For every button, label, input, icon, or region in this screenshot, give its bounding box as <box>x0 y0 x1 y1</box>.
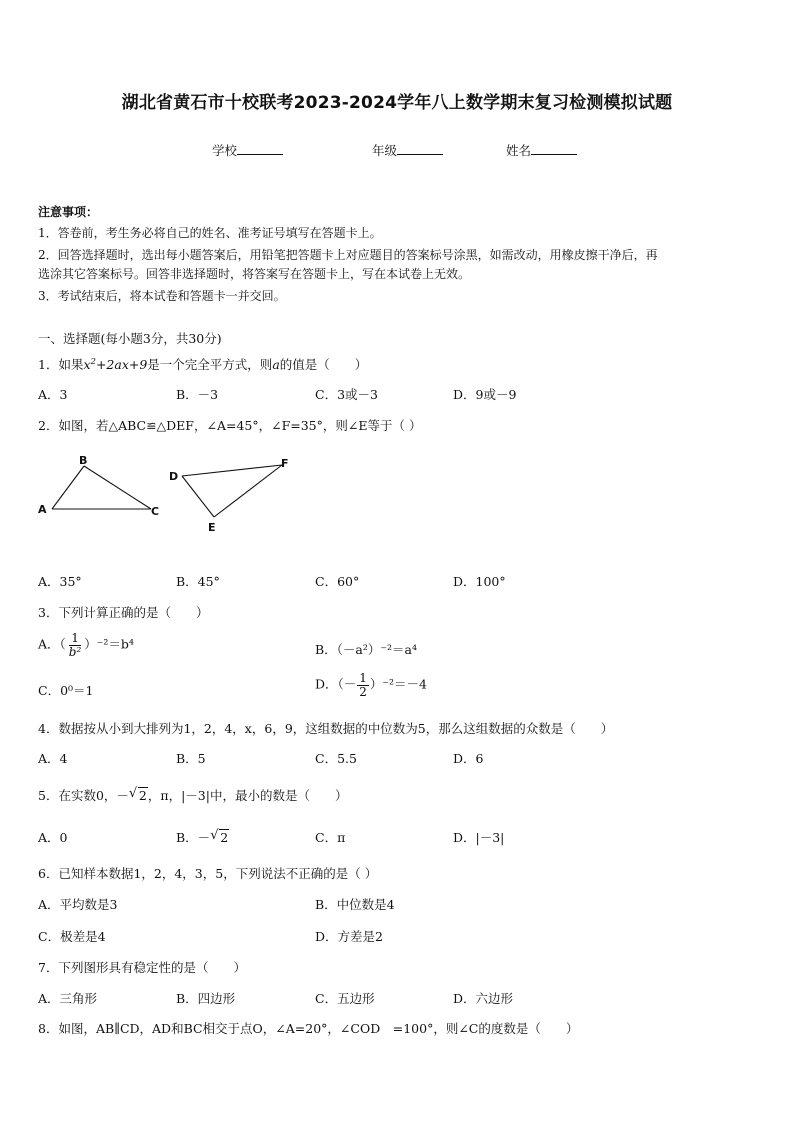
question-3-stem: 3．下列计算正确的是（ ） <box>38 605 209 620</box>
q3-d-fraction: $\frac{1}{2}$ <box>359 671 367 699</box>
vertex-label-f: F <box>281 457 289 470</box>
vertex-label-e: E <box>208 521 216 534</box>
question-8-stem: 8．如图，AB∥CD，AD和BC相交于点O，∠A=20°，∠COD =100°，则∠C的度数是（ ） <box>38 1021 579 1036</box>
q4-option-a[interactable]: A．4 <box>38 751 68 766</box>
q3-d-rest: ）⁻²＝－4 <box>369 676 427 692</box>
q1-option-d[interactable]: D．9或－9 <box>453 387 517 402</box>
q7-option-d[interactable]: D．六边形 <box>453 991 514 1006</box>
q7-option-a[interactable]: A．三角形 <box>38 991 98 1006</box>
grade-field <box>372 141 443 159</box>
q1-variable: a <box>272 357 280 372</box>
sqrt-symbol: √ 2 <box>210 828 229 845</box>
sqrt-symbol: √ 2 <box>128 786 147 803</box>
edge-de <box>182 476 214 517</box>
q3-a-rest: ）⁻²＝b⁴ <box>84 636 134 652</box>
grade-blank[interactable] <box>397 142 443 155</box>
q2-option-c[interactable]: C．60° <box>315 574 360 589</box>
q2-option-b[interactable]: B．45° <box>176 574 220 589</box>
q3-option-a[interactable] <box>38 632 134 658</box>
notice-item-3: 3．考试结束后，将本试卷和答题卡一并交回。 <box>38 289 286 303</box>
q6-option-d[interactable]: D．方差是2 <box>315 929 383 944</box>
q6-option-c[interactable]: C．极差是4 <box>38 929 106 944</box>
q1-expression: $x^2+2ax+9$ <box>83 357 148 372</box>
q1-suffix: 是一个完全平方式，则 <box>147 357 273 372</box>
page-title: 湖北省黄石市十校联考2023-2024学年八上数学期末复习检测模拟试题 <box>121 93 673 113</box>
name-label: 姓名 <box>506 143 532 158</box>
q1-option-c[interactable]: C．3或－3 <box>315 387 378 402</box>
school-field <box>212 141 283 159</box>
edge-ab <box>52 466 84 509</box>
q1-prefix: 1．如果 <box>38 357 84 372</box>
section-heading: 一、选择题(每小题3分，共30分) <box>38 331 222 346</box>
notice-item-2-line2: 选涂其它答案标号。回答非选择题时，将答案写在答题卡上，写在本试卷上无效。 <box>38 267 471 281</box>
q4-option-b[interactable]: B．5 <box>176 751 206 766</box>
vertex-label-d: D <box>169 470 179 483</box>
grade-label: 年级 <box>372 143 398 158</box>
question-4-stem: 4．数据按从小到大排列为1，2，4，x，6，9，这组数据的中位数为5，那么这组数据的众数是（ ） <box>38 721 614 736</box>
q5-option-d[interactable]: D．|－3| <box>453 830 505 845</box>
q6-option-a[interactable]: A．平均数是3 <box>38 897 118 912</box>
q4-option-c[interactable]: C．5.5 <box>315 751 357 766</box>
q1-end: 的值是（ ） <box>279 357 368 372</box>
q3-d-label: D．（－ <box>315 676 357 692</box>
name-field <box>506 141 577 159</box>
question-7-stem: 7．下列图形具有稳定性的是（ ） <box>38 960 246 975</box>
edge-bc <box>84 466 151 509</box>
school-blank[interactable] <box>237 142 283 155</box>
question-5-stem: 5．在实数0，－ √ 2，π，|－3|中，最小的数是（ ） <box>38 786 348 803</box>
q5-option-b[interactable]: B．－ √ 2 <box>176 828 229 845</box>
question-2-stem: 2．如图，若△ABC≌△DEF，∠A=45°，∠F=35°，则∠E等于（ ） <box>38 418 422 433</box>
q2-option-d[interactable]: D．100° <box>453 574 506 589</box>
q3-a-fraction: $\frac{1}{\text{b²}}$ <box>68 631 82 659</box>
q3-option-b[interactable]: B．（－a²）⁻²＝a⁴ <box>315 642 417 657</box>
school-label: 学校 <box>212 143 238 158</box>
triangle-figure <box>30 448 300 538</box>
vertex-label-b: B <box>79 454 88 467</box>
q1-option-a[interactable]: A．3 <box>38 387 68 402</box>
notice-item-1: 1．答卷前，考生务必将自己的姓名、准考证号填写在答题卡上。 <box>38 226 382 240</box>
vertex-label-a: A <box>38 503 47 516</box>
q3-a-label: A．（ <box>38 636 66 652</box>
question-6-stem: 6．已知样本数据1，2，4，3，5，下列说法不正确的是（ ） <box>38 866 378 881</box>
q6-option-b[interactable]: B．中位数是4 <box>315 897 395 912</box>
q3-option-c[interactable]: C．0⁰＝1 <box>38 683 94 698</box>
q5-option-c[interactable]: C．π <box>315 830 346 845</box>
q5-option-a[interactable]: A．0 <box>38 830 68 845</box>
q3-option-d[interactable] <box>315 672 427 698</box>
q2-option-a[interactable]: A．35° <box>38 574 82 589</box>
name-blank[interactable] <box>531 142 577 155</box>
notice-heading: 注意事项： <box>38 205 99 219</box>
edge-ef <box>214 465 282 517</box>
question-1-stem <box>38 355 367 373</box>
notice-item-2-line1: 2．回答选择题时，选出每小题答案后，用铅笔把答题卡上对应题目的答案标号涂黑，如需改动，用橡皮擦干净后，再 <box>38 248 658 262</box>
q4-option-d[interactable]: D．6 <box>453 751 484 766</box>
vertex-label-c: C <box>151 505 160 518</box>
q7-option-c[interactable]: C．五边形 <box>315 991 375 1006</box>
q1-option-b[interactable]: B．－3 <box>176 387 219 402</box>
edge-df <box>182 465 282 476</box>
q7-option-b[interactable]: B．四边形 <box>176 991 236 1006</box>
